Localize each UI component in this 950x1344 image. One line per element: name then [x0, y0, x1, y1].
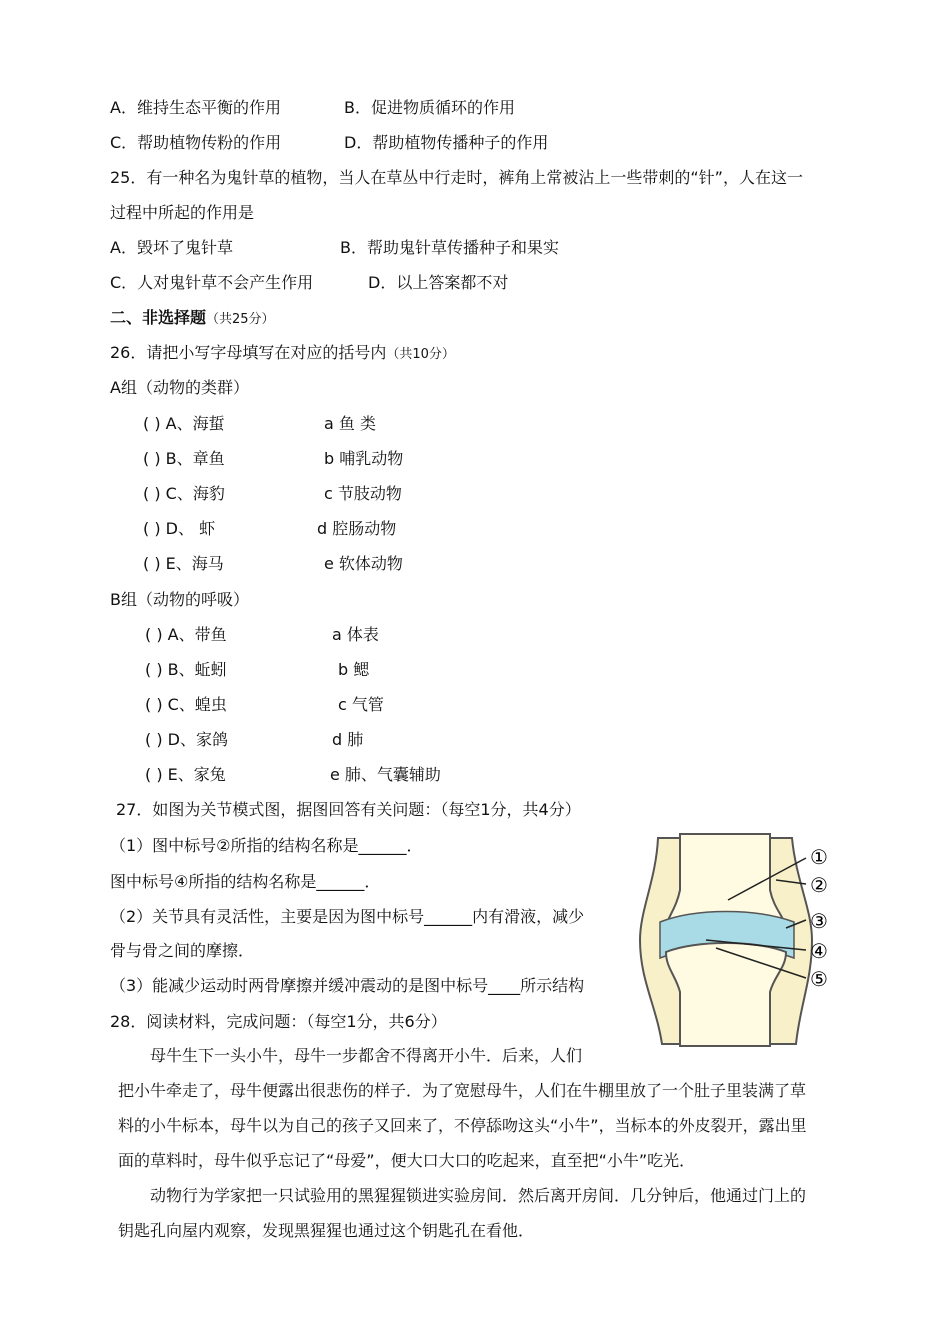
q27-line1: （1）图中标号②所指的结构名称是______． [110, 836, 423, 855]
q28-p1-line3: 料的小牛标本，母牛以为自己的孩子又回来了，不停舔吻这头“小牛”，当标本的外皮裂开，露出里 [118, 1116, 807, 1135]
q28-p2-line1: 动物行为学家把一只试验用的黑猩猩锁进实验房间．然后离开房间．几分钟后，他通过门上的 [150, 1186, 807, 1205]
q25-option-d: D．以上答案都不对 [368, 273, 509, 292]
q25-stem-line2: 过程中所起的作用是 [110, 203, 255, 222]
diagram-label-5: ⑤ [810, 967, 828, 991]
q26-b-item-right: c 气管 [338, 695, 384, 714]
q26-b-item-right: e 肺、气囊辅助 [330, 765, 441, 784]
q26-a-item-right: e 软体动物 [324, 554, 403, 573]
q26-a-item-left: ( ) A、海蜇 [143, 414, 225, 433]
q26-group-a-title: A组（动物的类群） [110, 378, 249, 397]
joint-diagram-svg [636, 830, 846, 1050]
joint-diagram [636, 830, 846, 1050]
q25-option-a: A．毁坏了鬼针草 [110, 238, 233, 257]
section-score: （共25分） [206, 312, 275, 327]
q26-b-item-left: ( ) B、蚯蚓 [145, 660, 227, 679]
diagram-label-4: ④ [810, 939, 828, 963]
section-heading [110, 307, 275, 331]
q24-option-a: A．维持生态平衡的作用 [110, 98, 281, 117]
q26-stem-text: 26．请把小写字母填写在对应的括号内 [110, 343, 387, 362]
lower-bone [666, 943, 786, 1046]
q27-line2: 图中标号④所指的结构名称是______． [110, 872, 381, 891]
q25-option-c: C．人对鬼针草不会产生作用 [110, 273, 314, 292]
q26-group-b-title: B组（动物的呼吸） [110, 590, 249, 609]
q26-a-item-right: d 腔肠动物 [317, 519, 397, 538]
q26-a-item-left: ( ) C、海豹 [143, 484, 225, 503]
q26-a-item-right: a 鱼 类 [324, 414, 376, 433]
q27-line4: 骨与骨之间的摩擦． [110, 941, 255, 960]
q28-p2-line2: 钥匙孔向屋内观察，发现黑猩猩也通过这个钥匙孔在看他． [118, 1221, 535, 1240]
q26-b-item-right: b 鳃 [338, 660, 370, 679]
q26-a-item-left: ( ) B、章鱼 [143, 449, 225, 468]
diagram-label-3: ③ [810, 909, 828, 933]
section-title: 二、非选择题 [110, 308, 207, 327]
q27-stem: 27．如图为关节模式图，据图回答有关问题：（每空1分，共4分） [116, 800, 581, 819]
q26-b-item-right: a 体表 [332, 625, 379, 644]
q28-stem: 28．阅读材料，完成问题：（每空1分，共6分） [110, 1012, 447, 1031]
q28-p1-line2: 把小牛牵走了，母牛便露出很悲伤的样子．为了宽慰母牛，人们在牛棚里放了一个肚子里装满了草 [118, 1081, 807, 1100]
q26-a-item-left: ( ) E、海马 [143, 554, 224, 573]
q26-b-item-left: ( ) E、家兔 [145, 765, 226, 784]
q26-a-item-right: b 哺乳动物 [324, 449, 404, 468]
q24-option-c: C．帮助植物传粉的作用 [110, 133, 282, 152]
q26-a-item-left: ( ) D、 虾 [143, 519, 216, 538]
q27-line5: （3）能减少运动时两骨摩擦并缓冲震动的是图中标号____所示结构 [110, 976, 585, 995]
q26-a-item-right: c 节肢动物 [324, 484, 402, 503]
diagram-label-2: ② [810, 873, 828, 897]
q24-option-d: D．帮助植物传播种子的作用 [344, 133, 549, 152]
q28-p1-line4: 面的草料时，母牛似乎忘记了“母爱”，便大口大口的吃起来，直至把“小牛”吃光． [118, 1151, 696, 1170]
diagram-label-1: ① [810, 845, 828, 869]
q25-option-b: B．帮助鬼针草传播种子和果实 [340, 238, 559, 257]
q26-stem [110, 342, 455, 366]
q25-stem-line1: 25．有一种名为鬼针草的植物，当人在草丛中行走时，裤角上常被沾上一些带刺的“针”，人在这一 [110, 168, 803, 187]
q28-p1-line1: 母牛生下一头小牛，母牛一步都舍不得离开小牛．后来，人们 [150, 1046, 583, 1065]
q24-option-b: B．促进物质循环的作用 [344, 98, 515, 117]
q26-b-item-right: d 肺 [332, 730, 364, 749]
q26-b-item-left: ( ) D、家鸽 [145, 730, 228, 749]
q26-b-item-left: ( ) A、带鱼 [145, 625, 227, 644]
q27-line3: （2）关节具有灵活性，主要是因为图中标号______内有滑液，减少 [110, 907, 585, 926]
q26-score: （共10分） [386, 347, 455, 362]
q26-b-item-left: ( ) C、蝗虫 [145, 695, 227, 714]
